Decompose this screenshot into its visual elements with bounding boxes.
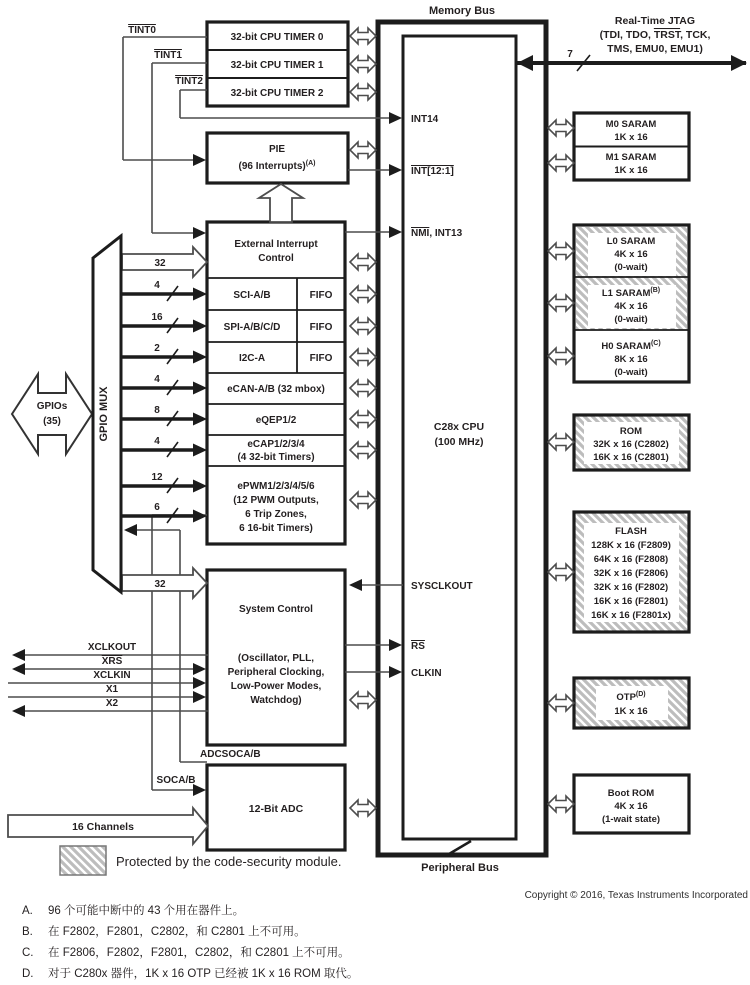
gpios-arrow <box>12 374 92 454</box>
xclkout-arrow <box>12 649 25 661</box>
spi-fifo-label: FIFO <box>309 322 333 333</box>
boot-label-1: Boot ROM <box>607 788 655 799</box>
extint-label-2: Control <box>258 253 294 264</box>
width-epwm-b: 6 <box>154 502 160 513</box>
x1-arrow <box>193 691 206 703</box>
cpu-name-label: C28x CPU <box>433 421 485 433</box>
xrs-label: XRS <box>101 656 123 667</box>
ecap-label-1: eCAP1/2/3/4 <box>247 439 305 450</box>
width-ecan: 4 <box>154 374 160 385</box>
gpio-mux-label: GPIO MUX <box>98 386 110 442</box>
width-ecap: 4 <box>154 436 160 447</box>
ecap-label-2: (4 32-bit Timers) <box>237 452 315 463</box>
l0-label-1: L0 SARAM <box>606 236 656 247</box>
soc-label: SOCA/B <box>156 775 196 786</box>
footnote-c-text: 在 F2806，F2802，F2801，C2802，和 C2801 上不可用。 <box>48 947 350 959</box>
footnote-a-text: 96 个可能中断中的 43 个用在器件上。 <box>48 905 245 917</box>
spi-label: SPI-A/B/C/D <box>223 322 281 333</box>
jtag-title: Real-Time JTAG <box>614 15 696 27</box>
footnote-a-id: A. <box>22 905 33 917</box>
otp-block <box>574 678 689 728</box>
pie-sub-label: (96 Interrupts)$^{(A)}$ <box>238 160 316 172</box>
gpios-count-label: (35) <box>43 416 61 427</box>
h0-label-1: H0 $SARAM^{(C)}$ <box>601 340 661 352</box>
tint1-wire <box>152 63 207 233</box>
int14-arrow <box>389 112 402 124</box>
width-eqep: 8 <box>154 405 160 416</box>
int12-label: INT[12:1] <box>411 166 454 177</box>
xclkin-label: XCLKIN <box>93 670 131 681</box>
width-epwm-a: 12 <box>151 472 163 483</box>
legend-text: Protected by the code-security module. <box>116 854 342 869</box>
width-i2c: 2 <box>154 343 160 354</box>
epwm-label-2: (12 PWM Outputs, <box>233 495 319 506</box>
xrs-in-arrow <box>193 663 206 675</box>
extint-label-1: External Interrupt <box>234 239 318 250</box>
peripheral-bus-slash <box>449 841 471 854</box>
gpio-width-arrowheads <box>193 288 207 523</box>
tint0-label: TINT0 <box>128 25 156 36</box>
pie-label: PIE <box>268 144 286 155</box>
l0-label-2: 4K x 16 <box>614 249 648 260</box>
legend-hatch-swatch <box>60 846 106 875</box>
l1-label-1: L1 $SARAM^{(B)}$ <box>601 287 661 299</box>
sysctrl-body-3: Low-Power Modes, <box>230 681 322 692</box>
copyright: Copyright © 2016, Texas Instruments Incorporated <box>524 890 748 901</box>
flash-label-0: FLASH <box>615 526 647 537</box>
m1-label-1: M1 SARAM <box>605 152 657 163</box>
x2-label: X2 <box>105 698 119 709</box>
otp-label-2: 1K x 16 <box>614 706 648 717</box>
timer1-label: 32-bit CPU TIMER 1 <box>230 60 324 71</box>
clkin-arrow <box>389 666 402 678</box>
jtag-pins-2: TMS, EMU0, EMU1) <box>607 43 703 55</box>
footnote-d-id: D. <box>22 968 34 980</box>
rs-label: RS <box>411 641 425 652</box>
flash-label-1: 128K x 16 (F2809) <box>591 540 671 551</box>
xclkin-arrow <box>193 677 206 689</box>
tint2-wire <box>180 90 207 118</box>
flash-label-3: 32K x 16 (F2806) <box>593 568 669 579</box>
epwm-label-4: 6 16-bit Timers) <box>239 523 313 534</box>
boot-label-3: (1-wait state) <box>601 814 661 825</box>
jtag-line <box>516 55 747 71</box>
pie-block <box>207 133 348 183</box>
sysclkout-arrow <box>349 579 362 591</box>
i2c-fifo-label: FIFO <box>309 353 333 364</box>
nmi-arrow <box>389 226 402 238</box>
memory-bus-label: Memory Bus <box>428 5 496 17</box>
sysctrl-title: System Control <box>239 604 313 615</box>
eqep-label: eQEP1/2 <box>255 415 297 426</box>
epwm-label-1: ePWM1/2/3/4/5/6 <box>237 481 315 492</box>
sysctrl-body-2: Peripheral Clocking, <box>227 667 325 678</box>
flash-label-2: 64K x 16 (F2808) <box>593 554 669 565</box>
sysctrl-body-4: Watchdog) <box>250 695 302 706</box>
ecan-label: eCAN-A/B (32 mbox) <box>227 384 325 395</box>
gpios-label: GPIOs <box>36 401 68 412</box>
adc-channels-label: 16 Channels <box>72 821 134 833</box>
i2c-label: I2C-A <box>238 353 266 364</box>
width-32-extint: 32 <box>154 258 166 269</box>
l0-label-3: (0-wait) <box>614 262 648 273</box>
xrs-out-arrow <box>12 663 25 675</box>
h0-label-3: (0-wait) <box>614 367 648 378</box>
sci-fifo-label: FIFO <box>309 290 333 301</box>
footnote-b-id: B. <box>22 926 33 938</box>
sci-label: SCI-A/B <box>233 290 271 301</box>
adcsoc-label: ADCSOCA/B <box>200 749 261 760</box>
sysclkout-label: SYSCLKOUT <box>411 581 473 592</box>
pie-up-arrow <box>259 184 303 222</box>
boot-label-2: 4K x 16 <box>614 801 648 812</box>
width-spi: 16 <box>151 312 163 323</box>
m0-label-2: 1K x 16 <box>614 132 648 143</box>
l1-label-3: (0-wait) <box>614 314 648 325</box>
footnote-d-text: 对于 C280x 器件，1K x 16 OTP 已经被 1K x 16 ROM 取代。 <box>48 968 359 980</box>
sysctrl-body-1: (Oscillator, PLL, <box>237 653 315 664</box>
rom-label-2: 32K x 16 (C2802) <box>593 439 669 450</box>
timer2-label: 32-bit CPU TIMER 2 <box>230 88 324 99</box>
m0-label-1: M0 SARAM <box>605 119 657 130</box>
int12-arrow <box>389 164 402 176</box>
footnote-c-id: C. <box>22 947 34 959</box>
clkin-label: CLKIN <box>411 668 442 679</box>
int14-label: INT14 <box>411 114 439 125</box>
flash-label-5: 16K x 16 (F2801) <box>593 596 669 607</box>
adcsoc-gpio-arrow <box>124 524 137 536</box>
cpu-speed-label: (100 MHz) <box>434 436 484 448</box>
flash-label-4: 32K x 16 (F2802) <box>593 582 669 593</box>
tint1-label: TINT1 <box>154 50 182 61</box>
m1-label-2: 1K x 16 <box>614 165 648 176</box>
h0-label-2: 8K x 16 <box>614 354 648 365</box>
rom-label-1: ROM <box>619 426 643 437</box>
x1-label: X1 <box>105 684 119 695</box>
rs-arrow <box>389 639 402 651</box>
extint-in-arrow <box>193 227 206 239</box>
rom-label-3: 16K x 16 (C2801) <box>593 452 669 463</box>
width-32-sysctrl: 32 <box>154 579 166 590</box>
jtag-pins-1: (TDI, TDO, TRST, TCK, <box>599 29 711 41</box>
tint2-label: TINT2 <box>175 76 203 87</box>
otp-label-1: $OTP^{(D)}$ <box>616 691 646 703</box>
adcsoc-wire <box>136 530 207 762</box>
footnote-b-text: 在 F2802，F2801，C2802，和 C2801 上不可用。 <box>48 926 306 938</box>
nmi-int13-label: NMI, INT13 <box>411 228 463 239</box>
jtag-width-label: 7 <box>567 49 573 60</box>
xclkout-label: XCLKOUT <box>87 642 137 653</box>
peripheral-bus-label: Peripheral Bus <box>421 862 499 874</box>
flash-label-6: 16K x 16 (F2801x) <box>591 610 671 621</box>
timer0-label: 32-bit CPU TIMER 0 <box>230 32 324 43</box>
width-sci: 4 <box>154 280 160 291</box>
pie-in-arrow <box>193 154 206 166</box>
l1-label-2: 4K x 16 <box>614 301 648 312</box>
adc-title: 12-Bit ADC <box>248 803 304 815</box>
x2-arrow <box>12 705 25 717</box>
epwm-label-3: 6 Trip Zones, <box>245 509 307 520</box>
